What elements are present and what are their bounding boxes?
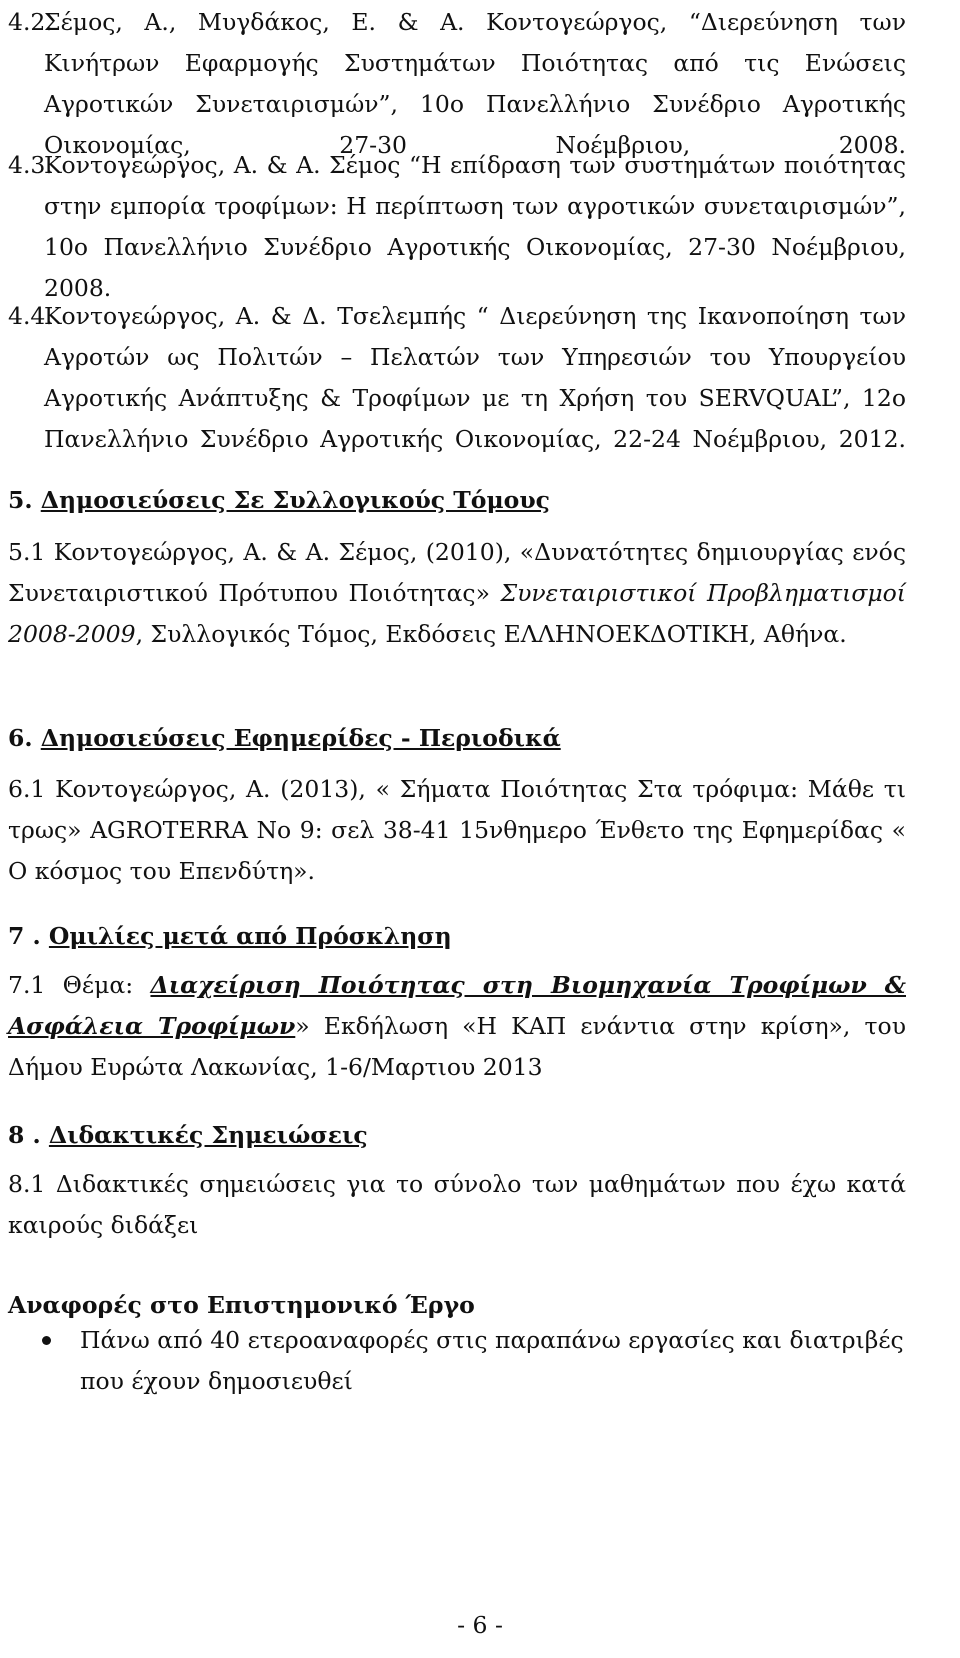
- item-text-end: , Συλλογικός Τόμος, Εκδόσεις ΕΛΛΗΝΟΕΚΔΟΤΙΚΗ, Αθήνα.: [135, 620, 847, 648]
- reference-number: 4.2.: [8, 8, 53, 36]
- item-italic-title: Συνεταιριστικοί Προβληματισμοί 2008-2009: [8, 579, 906, 648]
- reference-text: Σέμος, Α., Μυγδάκος, Ε. & Α. Κοντογεώργος, “Διερεύνηση των Κινήτρων Εφαρμογής Συστημάτων Ποιότητας από τις Ενώσεις Αγροτικών Συνεταιρισμών”, 10ο Πανελλήνιο Συνέδριο Αγροτικής Οικονομίας, 27-30 Νοέμβριου, 2008.: [44, 8, 906, 159]
- item-text: 6.1 Κοντογεώργος, Α. (2013), « Σήματα Ποιότητας Στα τρόφιμα: Μάθε τι τρως» AGROTERRA No 9: σελ 38-41 15νθημερο Ένθετο της Εφημερίδας « Ο κόσμος του Επενδύτη».: [8, 775, 906, 885]
- page-number: - 6 -: [457, 1611, 503, 1639]
- section-7-heading: [8, 916, 452, 957]
- section-title: Δημοσιεύσεις Σε Συλλογικούς Τόμους: [40, 486, 550, 514]
- bullet-icon: [42, 1336, 51, 1345]
- reference-text: Κοντογεώργος, Α. & Α. Σέμος “Η επίδραση των συστημάτων ποιότητας στην εμπορία τροφίμων: Η περίπτωση των αγροτικών συνεταιρισμών”, 10ο Πανελλήνιο Συνέδριο Αγροτικής Οικονομίας, 27-30 Νοέμβριου, 2008.: [44, 151, 906, 302]
- section-number: 8 .: [8, 1121, 41, 1149]
- section-6-heading: [8, 718, 561, 759]
- section-number: 5.: [8, 486, 33, 514]
- section-title: Ομιλίες μετά από Πρόσκληση: [48, 922, 452, 950]
- section-5-item: [8, 532, 906, 655]
- reference-4-4: [8, 296, 906, 501]
- section-number: 6.: [8, 724, 33, 752]
- item-text: 7.1 Θέμα:: [8, 971, 151, 999]
- item-text-end: » Εκδήλωση «Η ΚΑΠ ενάντια στην κρίση», του Δήμου Ευρώτα Λακωνίας, 1-6/Μαρτιου 2013: [8, 1012, 906, 1081]
- citations-bullet-item: [8, 1320, 906, 1402]
- reference-number: 4.4.: [8, 302, 53, 330]
- reference-number: 4.3.: [8, 151, 53, 179]
- section-title: Διδακτικές Σημειώσεις: [48, 1121, 368, 1149]
- section-number: 7 .: [8, 922, 41, 950]
- reference-text: Κοντογεώργος, Α. & Δ. Τσελεμπής “ Διερεύνηση της Ικανοποίηση των Αγροτών ως Πολιτών – Πελατών των Υπηρεσιών του Υπουργείου Αγροτικής Ανάπτυξης & Τροφίμων με τη Χρήση του SERVQUAL”, 12ο Πανελλήνιο Συνέδριο Αγροτικής Οικονομίας, 22-24 Νοέμβριου, 2012.: [44, 302, 906, 453]
- section-5-heading: [8, 480, 550, 521]
- item-text: 8.1 Διδακτικές σημειώσεις για το σύνολο των μαθημάτων που έχω κατά καιρούς διδάξει: [8, 1170, 906, 1239]
- item-text: 5.1 Κοντογεώργος, Α. & Α. Σέμος, (2010), «Δυνατότητες δημιουργίας ενός Συνεταιριστικού Πρότυπου Ποιότητας»: [8, 538, 906, 607]
- section-title: Δημοσιεύσεις Εφημερίδες - Περιοδικά: [40, 724, 561, 752]
- section-6-item: [8, 769, 906, 892]
- section-8-heading: [8, 1115, 368, 1156]
- section-7-item: [8, 965, 906, 1088]
- citations-title: Αναφορές στο Επιστημονικό Έργο: [8, 1291, 475, 1319]
- section-8-item: [8, 1164, 906, 1246]
- bullet-text: Πάνω από 40 ετεροαναφορές στις παραπάνω εργασίες και διατριβές που έχουν δημοσιευθεί: [80, 1326, 904, 1395]
- item-topic: Διαχείριση Ποιότητας στη Βιομηχανία Τροφίμων & Ασφάλεια Τροφίμων: [8, 971, 906, 1040]
